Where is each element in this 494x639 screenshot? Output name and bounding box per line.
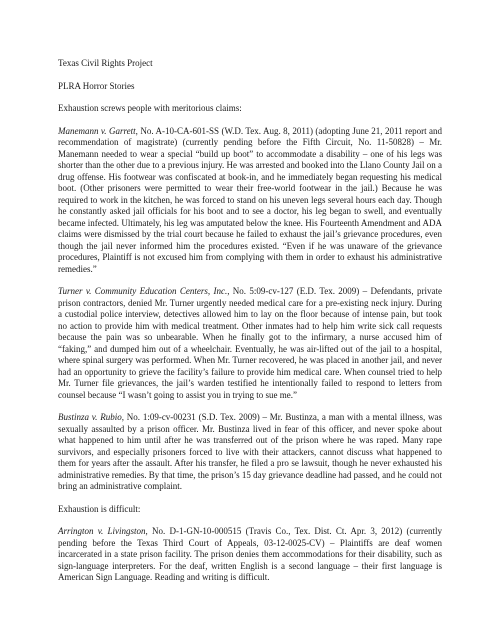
case-paragraph-arrington — [58, 526, 442, 584]
case-text: , No. 1:09-cv-00231 (S.D. Tex. 2009) – Mr. Bustinza, a man with a mental illness, was sexually assaulted by a prison officer. Mr. Bustinza lived in fear of this officer, and never spoke about what happened to him until after he was transferred out of the prison where he was raped. Many rape survivors, and especially prisoners forced to live with their attackers, cannot discuss what happened to them for years after the assault. After his transfer, he filed a pro se lawsuit, though he never exhausted his administrative remedies. By that time, the prison’s 15 day grievance deadline had passed, and he could not bring an administrative complaint. — [58, 412, 442, 491]
case-name: Arrington v. Livingston — [58, 526, 146, 536]
org-name: Texas Civil Rights Project — [58, 58, 153, 68]
section-heading-exhaustion-screws: Exhaustion screws people with meritorious claims: — [58, 103, 242, 113]
case-paragraph-bustinza — [58, 412, 442, 493]
case-name: Manemann v. Garrett — [58, 125, 136, 136]
case-text: , No. 5:09-cv-127 (E.D. Tex. 2009) – Defendants, private prison contractors, denied Mr. Turner urgently needed medical care for a pre-existing neck injury. During a custodial police interview, detectives allowed him to lay on the floor because of intense pain, but took no action to provide him with medical treatment. Other inmates had to help him write sick call requests because the pain was so unbearable. When he finally got to the infirmary, a nurse accused him of “faking,” and dumped him out of a wheelchair. Eventually, he was air-lifted out of the jail to a hospital, where spinal surgery was performed. When Mr. Turner recovered, he was placed in another jail, and never had an opportunity to grieve the facility’s failure to provide him medical care. When counsel tried to help Mr. Turner file grievances, the jail’s warden testified he intentionally failed to respond to letters from counsel because “I wasn’t going to assist you in trying to sue me.” — [58, 286, 442, 400]
case-text: , No. D-1-GN-10-000515 (Travis Co., Tex. Dist. Ct. Apr. 3, 2012) (currently pending before the Texas Third Court of Appeals, 03-12-0025-CV) – Plaintiffs are deaf women incarcerated in a state prison facility. The prison denies them accommodations for their disability, such as sign-language interpreters. For the deaf, written English is a second language – their first language is American Sign Language. Reading and writing is difficult. — [58, 526, 442, 582]
case-name: Bustinza v. Rubio — [58, 412, 122, 422]
case-paragraph-manemann — [58, 126, 442, 276]
case-paragraph-turner — [58, 286, 442, 401]
case-name: Turner v. Community Education Centers, Inc. — [58, 286, 228, 296]
case-text: , No. A-10-CA-601-SS (W.D. Tex. Aug. 8, 2011) (adopting June 21, 2011 report and recommendation of magistrate) (currently pending before the Fifth Circuit, No. 11-50828) – Mr. Manemann needed to wear a special “build up boot” to accommodate a disability – one of his legs was shorter than the other due to a previous injury. He was arrested and booked into the Llano County Jail on a drug offense. His footwear was confiscated at book-in, and he immediately began requesting his medical boot. (Other prisoners were permitted to wear their free-world footwear in the jail.) Because he was required to work in the kitchen, he was forced to stand on his uneven legs several hours each day. Though he constantly asked jail officials for his boot and to see a doctor, his leg began to swell, and eventually became infected. Ultimately, his leg was amputated below the knee. His Fourteenth Amendment and ADA claims were dismissed by the trial court because he failed to exhaust the jail’s grievance procedures, even though the jail never informed him the procedures existed. “Even if he was unaware of the grievance procedures, Plaintiff is not excused him from complying with them in order to exhaust his administrative remedies.” — [58, 125, 443, 274]
document-body — [58, 58, 442, 584]
document-title: PLRA Horror Stories — [58, 80, 135, 91]
section-heading-exhaustion-difficult: Exhaustion is difficult: — [58, 503, 141, 514]
